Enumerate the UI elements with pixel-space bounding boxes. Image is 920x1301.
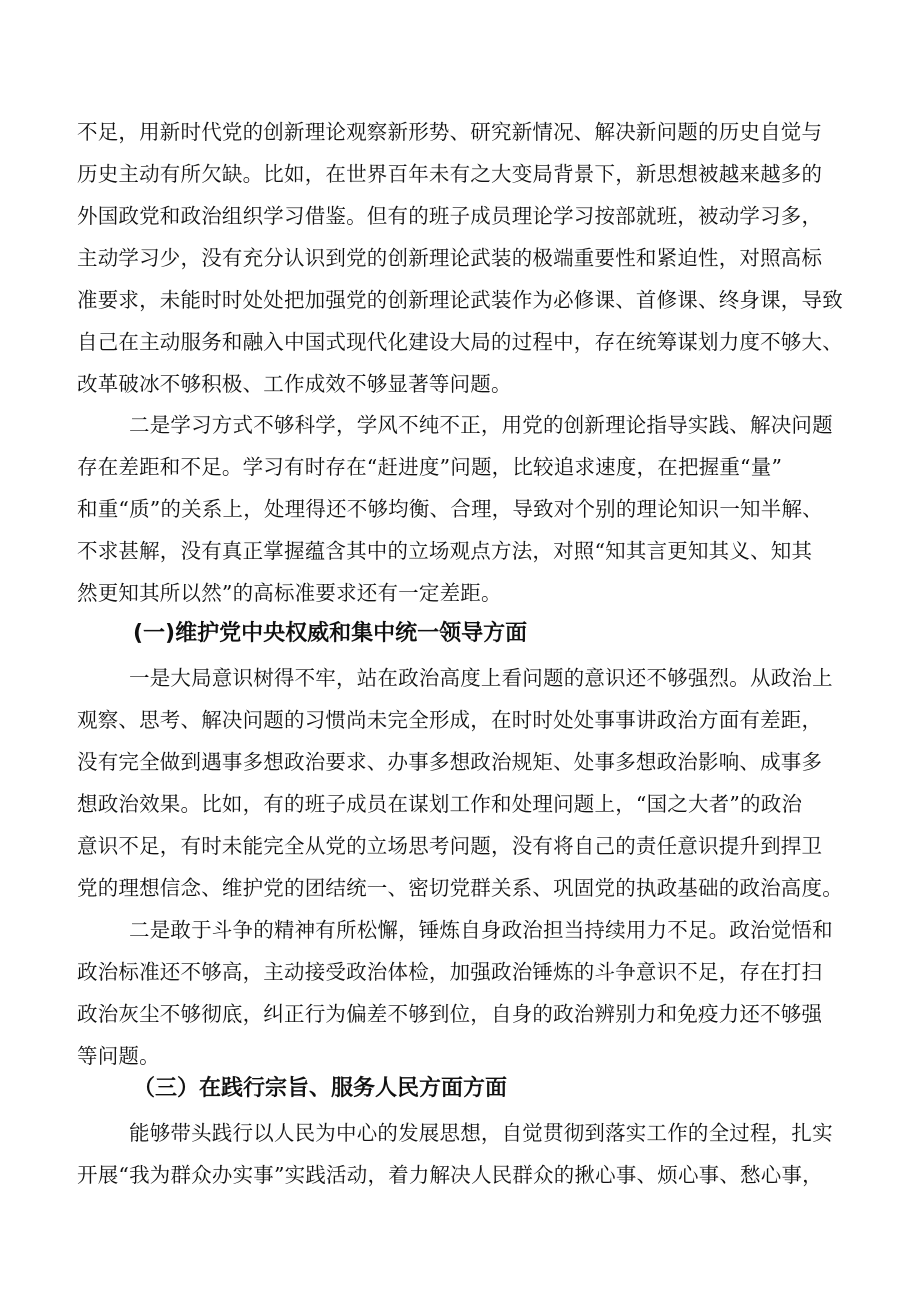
text-line: 主动学习少，没有充分认识到党的创新理论武装的极端重要性和紧迫性，对照高标	[77, 246, 823, 270]
text-line: 党的理想信念、维护党的团结统一、密切党群关系、巩固党的执政基础的政治高度。	[77, 876, 843, 900]
text-line: 不足，用新时代党的创新理论观察新形势、研究新情况、解决新问题的历史自觉与	[77, 120, 823, 144]
text-line: 改革破冰不够积极、工作成效不够显著等问题。	[77, 372, 512, 396]
text-line: 一是大局意识树得不牢，站在政治高度上看问题的意识还不够强烈。从政治上	[129, 666, 833, 690]
text-line: 二是敢于斗争的精神有所松懈，锤炼自身政治担当持续用力不足。政治觉悟和	[129, 918, 833, 942]
section-heading: (一)维护党中央权威和集中统一领导方面	[133, 621, 528, 646]
text-line: 能够带头践行以人民为中心的发展思想，自觉贯彻到落实工作的全过程，扎实	[129, 1121, 833, 1145]
text-line: 等问题。	[77, 1044, 160, 1068]
text-line: 历史主动有所欠缺。比如，在世界百年未有之大变局背景下，新思想被越来越多的	[77, 162, 823, 186]
text-line: 准要求，未能时时处处把加强党的创新理论武装作为必修课、首修课、终身课，导致	[77, 288, 843, 312]
text-line: 和重“质”的关系上，处理得还不够均衡、合理，导致对个别的理论知识一知半解、	[77, 497, 823, 521]
text-line: 观察、思考、解决问题的习惯尚未完全形成，在时时处处事事讲政治方面有差距，	[77, 708, 823, 732]
text-line: 没有完全做到遇事多想政治要求、办事多想政治规矩、处事多想政治影响、成事多	[77, 750, 823, 774]
text-line: 政治灰尘不够彻底，纠正行为偏差不够到位，自身的政治辨别力和免疫力还不够强	[77, 1002, 823, 1026]
text-line: 二是学习方式不够科学，学风不纯不正，用党的创新理论指导实践、解决问题	[129, 413, 833, 437]
text-line: 想政治效果。比如，有的班子成员在谋划工作和处理问题上，“国之大者”的政治	[77, 792, 803, 816]
text-line: 开展“我为群众办实事”实践活动，着力解决人民群众的揪心事、烦心事、愁心事，	[77, 1163, 823, 1187]
text-line: 自己在主动服务和融入中国式现代化建设大局的过程中，存在统筹谋划力度不够大、	[77, 330, 843, 354]
section-heading: （三）在践行宗旨、服务人民方面方面	[133, 1076, 508, 1101]
text-line: 政治标准还不够高，主动接受政治体检，加强政治锤炼的斗争意识不足，存在打扫	[77, 960, 823, 984]
text-line: 意识不足，有时未能完全从党的立场思考问题，没有将自己的责任意识提升到捍卫	[77, 834, 823, 858]
text-line: 不求甚解，没有真正掌握蕴含其中的立场观点方法，对照“知其言更知其义、知其	[77, 539, 813, 563]
text-line: 存在差距和不足。学习有时存在“赶进度”问题，比较追求速度，在把握重“量”	[77, 455, 783, 479]
text-line: 外国政党和政治组织学习借鉴。但有的班子成员理论学习按部就班，被动学习多，	[77, 204, 823, 228]
text-line: 然更知其所以然”的高标准要求还有一定差距。	[77, 581, 502, 605]
